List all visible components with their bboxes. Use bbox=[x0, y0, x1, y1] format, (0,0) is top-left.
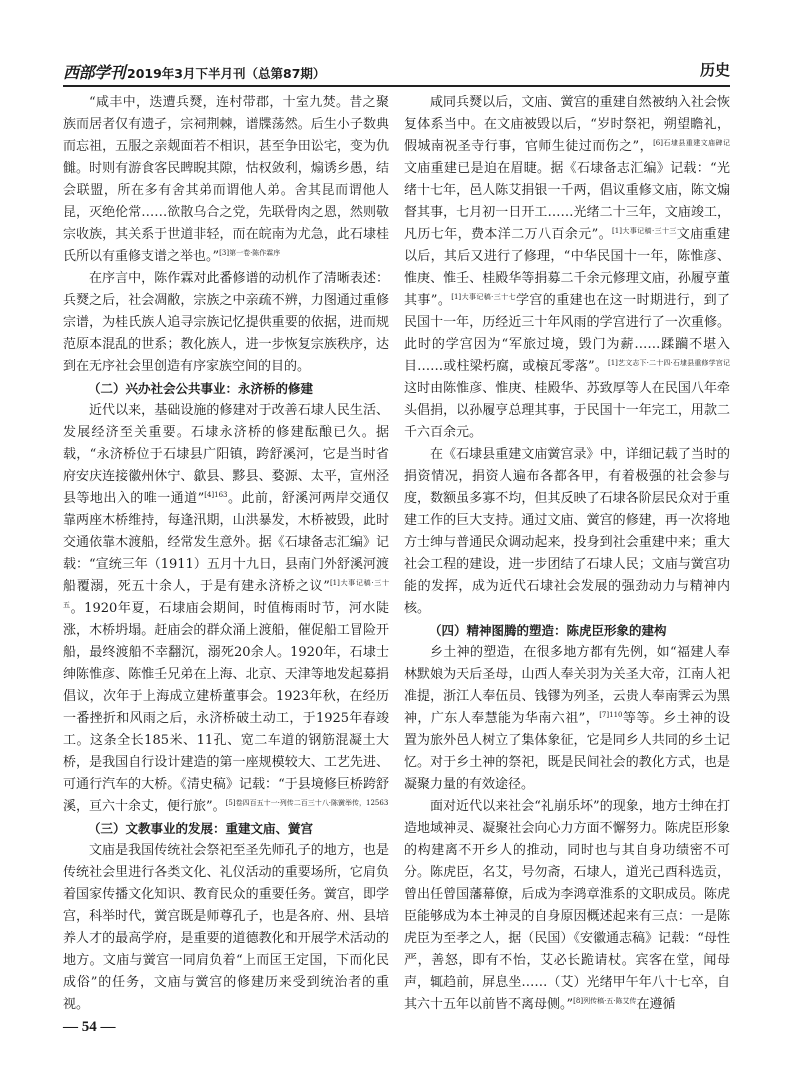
left-column bbox=[63, 92, 389, 1016]
paragraph-text: 文庙重建已是迫在眉睫。据《石埭备志汇编》记载：“光绪十七年，邑人陈艾捐银一千两，倡议重修文庙，陈文煽督其事，七月初一日开工……光绪二十三年，文庙竣工，凡历七年，费本洋二万八百余元”。 bbox=[404, 161, 730, 242]
section-heading: （四）精神图腾的塑造：陈虎臣形象的建构 bbox=[429, 623, 667, 638]
running-header bbox=[63, 60, 325, 83]
citation-ref: [5]卷四百五十一·列传二百三十八·陈黉举传，12563 bbox=[225, 799, 389, 807]
paragraph-text: 学宫的重建也在这一时期进行，到了民国十一年，历经近三十年风雨的学宫进行了一次重修。此时的学宫因为“军旅过境，毁门为薪……蹂躏不堪入目……或柱梁朽腐，或榱瓦零落”。 bbox=[404, 293, 730, 374]
section-heading: （三）文教事业的发展：重建文庙、黉宫 bbox=[88, 821, 314, 836]
paragraph-text: 在遵循 bbox=[636, 997, 676, 1012]
section-heading: （二）兴办社会公共事业：永济桥的修建 bbox=[88, 381, 314, 396]
body-paragraph: 在序言中，陈作霖对此番修谱的动机作了清晰表述：兵燹之后，社会凋敝，宗族之中亲疏不辨，力图通过重修宗谱，为桂氏族人追寻宗族记忆提供重要的依据，进而规范原本混乱的世系；教化族人，进一步恢复宗族秩序，达到在无序社会里创造有序家族空间的目的。 bbox=[63, 271, 389, 374]
paragraph-text: 乡土神的塑造，在很多地方都有先例，如“福建人奉林默娘为天后圣母，山西人奉关羽为关圣大帝，江南人祀准提，浙江人奉伍员、钱镠为列圣，云贵人奉南霁云为黑神，广东人奉慧能为华南六祖”， bbox=[404, 645, 730, 726]
citation-ref: [6]石埭县重建文庙碑记 bbox=[653, 139, 730, 147]
paragraph-text: 。此前，舒溪河两岸交通仅靠两座木桥维持，每逢汛期，山洪暴发，木桥被毁，此时交通依靠木渡船，经常发生意外。据《石埭备志汇编》记载：“宣统三年（1911）五月十九日，县南门外舒溪河渡船覆溺，死五十余人，于是有建永济桥之议” bbox=[63, 491, 389, 594]
citation-ref: [3]第一卷·陈作霖序 bbox=[219, 249, 281, 257]
body-paragraph bbox=[63, 400, 389, 818]
citation-ref: [1]大事记稿·三十五 bbox=[63, 579, 389, 609]
citation-ref: [1]大事记稿·三十三 bbox=[612, 227, 677, 235]
header-rule bbox=[63, 85, 730, 87]
paragraph-text: 咸同兵燹以后，文庙、黉宫的重建自然被纳入社会恢复体系当中。在文庙被毁以后，“岁时祭祀，朔望瞻礼，假城南祝圣寺行事，官师生徒过而伤之”， bbox=[404, 95, 730, 154]
page-number: — 54 — bbox=[63, 1019, 116, 1035]
section-label: 历史 bbox=[699, 61, 730, 79]
citation-ref: [7]110 bbox=[599, 711, 623, 719]
body-paragraph bbox=[404, 92, 730, 444]
body-paragraph bbox=[404, 642, 730, 796]
paragraph-text: 近代以来，基础设施的修建对于改善石埭人民生活、发展经济至关重要。石埭永济桥的修建酝酿已久。据载，“永济桥位于石埭县广阳镇，跨舒溪河，它是当时省府安庆连接徽州休宁、歙县、黟县、婺源、太平，宣州泾县等地出入的唯一通道” bbox=[63, 403, 389, 506]
paragraph-text: 这时由陈惟彦、惟庚、桂殿华、苏致厚等人在民国八年牵头倡捐，以孙履亨总理其事，于民国十一年完工，用款二千六百余元。 bbox=[404, 381, 730, 440]
paragraph-text: 文庙重建以后，其后又进行了修理，“中华民国十一年，陈惟彦、惟庚、惟壬、桂殿华等捐募二千余元修理文庙，孙履亨董其事”。 bbox=[404, 227, 730, 308]
citation-ref: [4]163 bbox=[204, 491, 228, 499]
citation-ref: [1]大事记稿·三十七 bbox=[451, 293, 516, 301]
block-quote bbox=[63, 92, 389, 268]
issue-info: 2019年3月下半月刊（总第87期） bbox=[127, 66, 326, 81]
body-paragraph: 在《石埭县重建文庙黉宫录》中，详细记载了当时的捐资情况，捐资人遍布各都各甲，有着极强的社会参与度，数额虽多寡不均，但其反映了石埭各阶层民众对于重建工作的巨大支持。通过文庙、黉宫的修建，再一次将地方士绅与普通民众调动起来，投身到社会重建中来；重大社会工程的建设，进一步团结了石埭人民；文庙与黉宫功能的发挥，成为近代石埭社会发展的强劲动力与精神内核。 bbox=[404, 447, 730, 616]
paragraph-text: 面对近代以来社会“礼崩乐坏”的现象，地方士绅在打造地域神灵、凝聚社会向心力方面不懈努力。陈虎臣形象的构建离不开乡人的推动，同时也与其自身功绩密不可分。陈虎臣，名艾，号勿斋，石埭人，道光己酉科选贡，曾出任曾国藩幕僚，后成为李鸿章淮系的文职成员。陈虎臣能够成为本土神灵的自身原因概述起来有三点：一是陈虎臣为至孝之人，据（民国）《安徽通志稿》记载：“母性严，善怒，即有不怡，艾必长跪请杖。宾客在堂，闻母声，辄趋前，屏息坐……（艾）光绪甲午年八十七卒，自其六十五年以前皆不离母侧。” bbox=[404, 799, 730, 1012]
body-paragraph: 文庙是我国传统社会祭祀至圣先师孔子的地方，也是传统社会里进行各类文化、礼仪活动的重要场所，它肩负着国家传播文化知识、教育民众的重要任务。黉宫，即学宫，科举时代，黉宫既是师尊孔子，也是各府、州、县培养人才的最高学府，是重要的道德教化和开展学术活动的地方。文庙与黉宫一同肩负着“上而匡王定国，下而化民成俗”的任务，文庙与黉宫的修建历来受到统治者的重视。 bbox=[63, 843, 389, 1012]
paragraph-text: 。1920年夏，石埭庙会期间，时值梅雨时节，河水陡涨，木桥坍塌。赶庙会的群众涌上渡船，催促船工冒险开船，最终渡船不幸翻沉，溺死20余人。1920年，石埭士绅陈惟彦、陈惟壬兄弟在上海、北京、天津等地发起募捐倡议，次年于上海成立建桥董事会。1923年秋，在经历一番挫折和风雨之后，永济桥破土动工，于1925年春竣工。这条全长185米、11孔、宽二车道的钢筋混凝土大桥，是我国自行设计建造的第一座规模较大、工艺先进、可通行汽车的大桥。《清史稿》记载：“于县境修巨桥跨舒溪，亘六十余丈，便行旅”。 bbox=[63, 601, 389, 814]
right-column bbox=[404, 92, 730, 1016]
paragraph-text: 等等。乡土神的设置为旅外邑人树立了集体象征，它是同乡人共同的乡土记忆。对于乡土神的祭祀，既是民间社会的教化方式，也是凝聚力量的有效途径。 bbox=[404, 711, 730, 792]
journal-logo: 西部学刊 bbox=[63, 63, 126, 82]
quote-text: “咸丰中，迭遭兵燹，连村带郡，十室九焚。昔之聚族而居者仅有遗孑，宗祠荆棘，谱牒荡然。后生小子数典而忘祖，五服之亲觌面若不相识，甚至争田讼宅，变为仇雠。时则有游食客民睥睨其隙，怙权敛利，煽诱乡愚，结会联盟，所在多有舍其弟而谓他人弟。舍其昆而谓他人昆，灭绝伦常……欲散乌合之党，先联骨肉之恩，然则敬宗收族，其关系于世道非轻，而在皖南为尤急，此石埭桂氏所以有重修支谱之举也。” bbox=[63, 95, 389, 264]
citation-ref: [8]列传稿·五·陈艾传 bbox=[573, 997, 637, 1005]
citation-ref: [1]艺文志下·二十四·石埭县重修学宫记 bbox=[607, 359, 730, 367]
body-paragraph bbox=[404, 796, 730, 1016]
